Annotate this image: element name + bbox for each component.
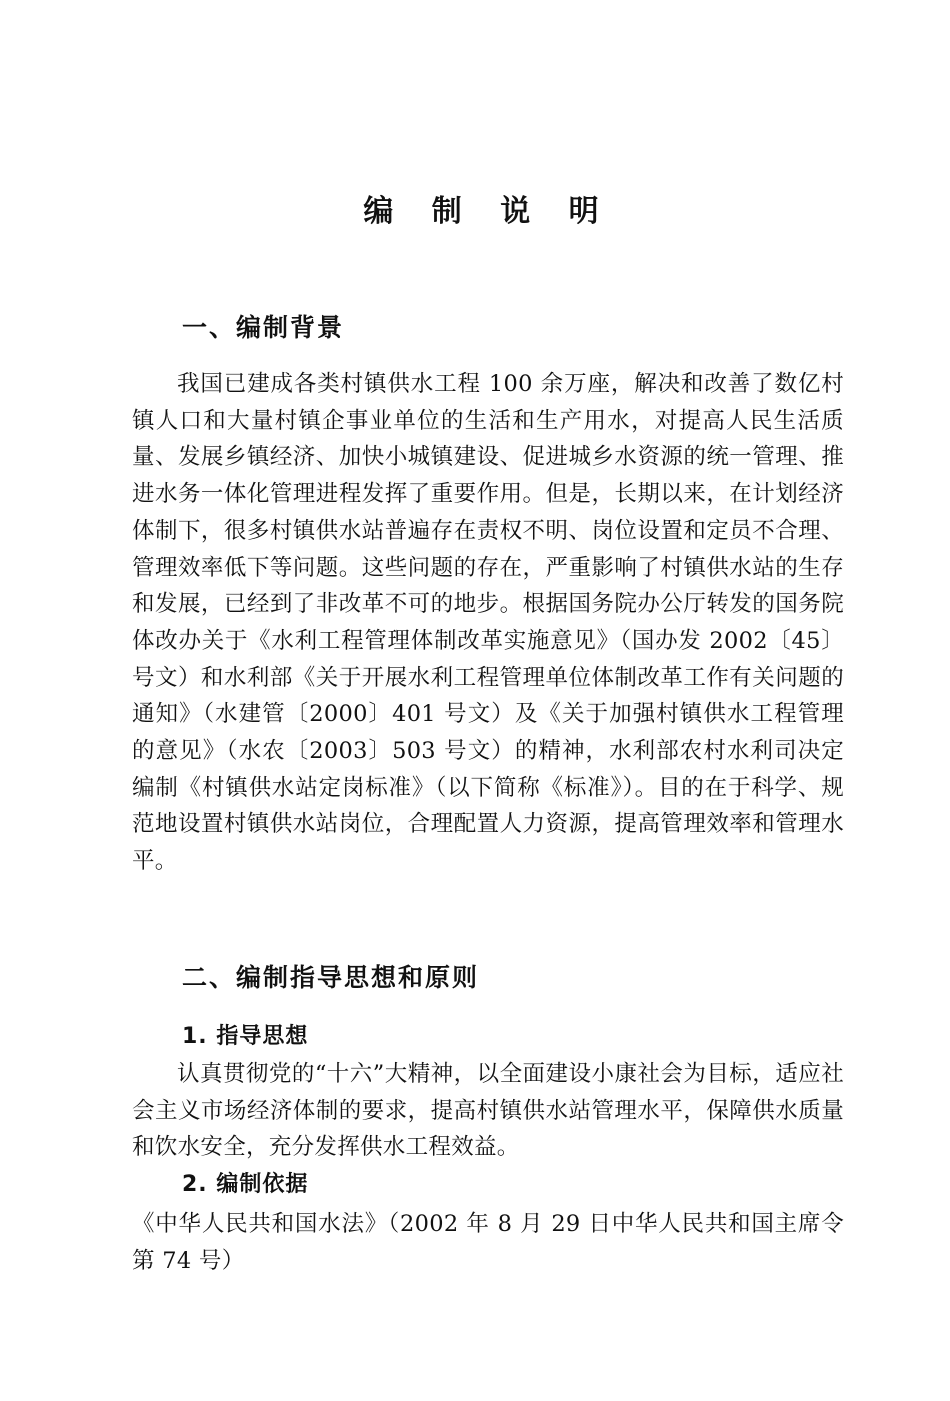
subsection-paragraph-guiding-thought: 认真贯彻党的“十六”大精神，以全面建设小康社会为目标，适应社会主义市场经济体制的要求，提高村镇供水站管理水平，保障供水质量和饮水安全，充分发挥供水工程效益。 <box>132 1061 844 1161</box>
subsection-heading-basis: 2. 编制依据 <box>182 1172 309 1197</box>
section-heading-principles: 二、编制指导思想和原则 <box>182 963 480 992</box>
section-paragraph-background: 我国已建成各类村镇供水工程 100 余万座，解决和改善了数亿村镇人口和大量村镇企事业单位的生活和生产用水，对提高人民生活质量、发展乡镇经济、加快小城镇建设、促进城乡水资源的统一管理、推进水务一体化管理进程发挥了重要作用。但是，长期以来，在计划经济体制下，很多村镇供水站普遍存在责权不明、岗位设置和定员不合理、管理效率低下等问题。这些问题的存在，严重影响了村镇供水站的生存和发展，已经到了非改革不可的地步。根据国务院办公厅转发的国务院体改办关于《水利工程管理体制改革实施意见》（国办发 2002〔45〕号文）和水利部《关于开展水利工程管理单位体制改革工作有关问题的通知》（水建管〔2000〕401 号文）及《关于加强村镇供水工程管理的意见》（水农〔2003〕503 号文）的精神，水利部农村水利司决定编制《村镇供水站定岗标准》（以下简称《标准》）。目的在于科学、规范地设置村镇供水站岗位，合理配置人力资源，提高管理效率和管理水平。 <box>132 371 844 875</box>
page-title: 编 制 说 明 <box>363 194 613 229</box>
section-heading-background: 一、编制背景 <box>182 313 345 342</box>
subsection-heading-guiding-thought: 1. 指导思想 <box>182 1024 309 1049</box>
subsection-paragraph-basis: 《中华人民共和国水法》（2002 年 8 月 29 日中华人民共和国主席令第 74 号） <box>132 1211 844 1274</box>
